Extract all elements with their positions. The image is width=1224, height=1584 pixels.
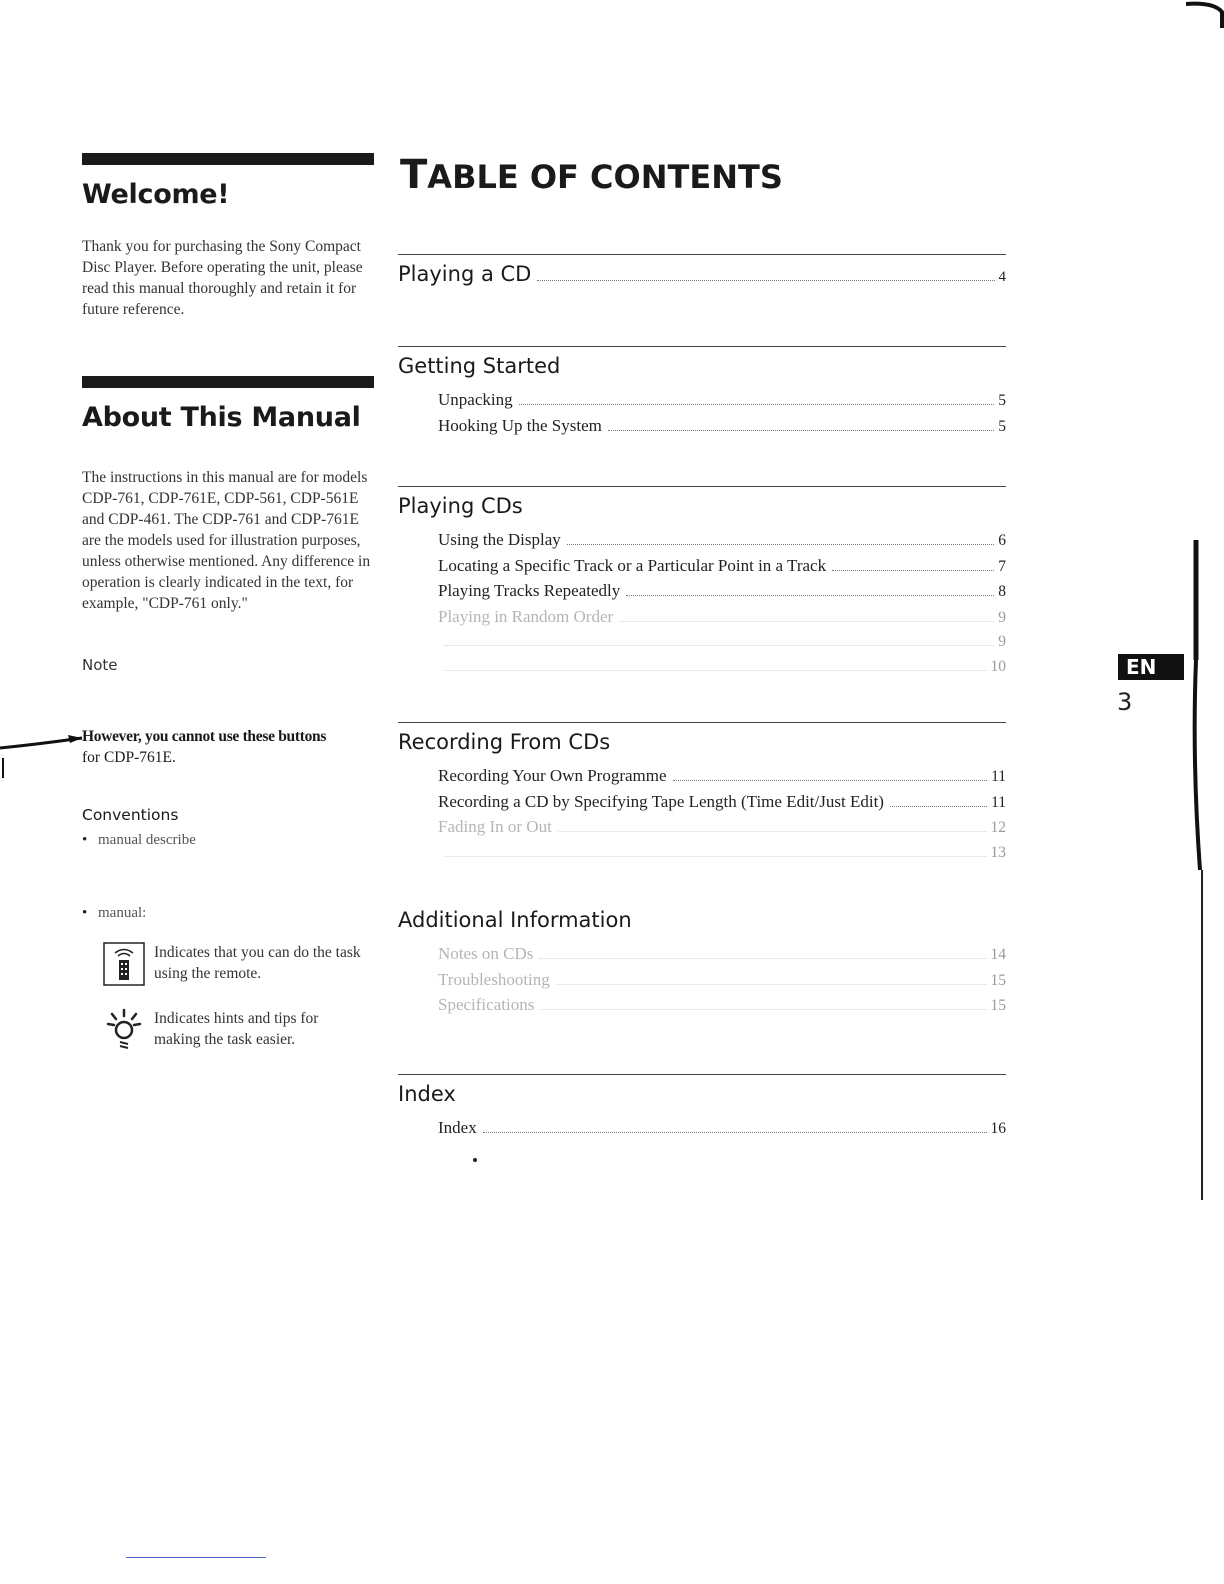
entry-title: Specifications [438, 995, 535, 1014]
entry-title: Unpacking [438, 390, 513, 409]
page-number-footer: 3 [1117, 688, 1133, 716]
lightbulb-icon [102, 1008, 146, 1052]
section-heading [398, 354, 1006, 378]
toc-entry[interactable] [438, 388, 1006, 414]
section-entries [398, 764, 1006, 865]
welcome-text: Thank you for purchasing the Sony Compact Disc Player. Before operating the unit, please read this manual thoroughly and retain it for future reference. [82, 238, 363, 318]
section-title: Recording From CDs [398, 730, 611, 754]
heading-bar [82, 376, 374, 388]
section-heading [398, 494, 1006, 518]
scan-corner-mark [1184, 0, 1224, 30]
toc-entry[interactable] [438, 942, 1006, 968]
section-rule [398, 254, 1006, 255]
list-item: • manual: [82, 903, 374, 924]
dot-leader [519, 404, 995, 405]
section-heading[interactable] [398, 262, 1006, 286]
dot-leader [444, 670, 987, 671]
entry-title: Recording a CD by Specifying Tape Length (Time Edit/Just Edit) [438, 791, 884, 811]
toc-entry[interactable] [438, 579, 1006, 605]
dot-leader [619, 621, 994, 622]
page-number: 5 [998, 417, 1006, 435]
page-number: 8 [998, 583, 1006, 600]
section-heading [398, 908, 1006, 932]
dot-leader [673, 780, 988, 781]
page-number: 5 [998, 392, 1006, 409]
toc-entry[interactable] [438, 554, 1006, 580]
page-number: 15 [990, 997, 1006, 1014]
page-number: 12 [990, 819, 1006, 836]
page-number: 10 [990, 657, 1006, 675]
legend-remote-text: Indicates that you can do the task using the remote. [154, 944, 361, 982]
toc-section-recording-from-cds [398, 722, 1006, 865]
page-number: 9 [998, 608, 1006, 626]
entry-title: Troubleshooting [438, 969, 550, 989]
section-title: Playing CDs [398, 494, 523, 518]
toc-entry[interactable] [438, 968, 1006, 994]
section-heading [398, 1082, 1006, 1106]
entry-title: Using the Display [438, 530, 561, 549]
dot-leader [626, 595, 994, 596]
entry-title: Playing in Random Order [438, 606, 614, 626]
dot-leader [556, 984, 987, 985]
page-number: 16 [990, 1120, 1006, 1137]
conventions-title: Conventions [82, 806, 179, 824]
note-bold-text: However, you cannot use these buttons [82, 728, 327, 745]
toc-entry[interactable] [438, 630, 1006, 655]
dot-leader [444, 856, 987, 857]
section-title: Playing a CD [398, 262, 532, 286]
section-rule [398, 486, 1006, 487]
section-entries [398, 942, 1006, 1019]
page-number: 13 [990, 843, 1006, 861]
page-number: 15 [990, 971, 1006, 989]
toc-section-playing-a-cd [398, 254, 1006, 286]
toc-entry[interactable] [438, 841, 1006, 866]
entry-title: Recording Your Own Programme [438, 766, 667, 785]
dot-leader [539, 958, 986, 959]
entry-title: Notes on CDs [438, 944, 534, 963]
section-rule [398, 1074, 1006, 1075]
note-tail-text: for CDP-761E. [82, 749, 176, 766]
page-number: 7 [998, 557, 1006, 575]
scan-edge-mark [1180, 540, 1210, 1340]
toc-entry[interactable] [438, 790, 1006, 816]
section-title: Additional Information [398, 908, 632, 932]
toc-entry[interactable] [438, 1116, 1006, 1142]
entry-title: Fading In or Out [438, 817, 552, 836]
toc-section-playing-cds [398, 486, 1006, 679]
scan-pointer-mark [0, 726, 90, 786]
note-text [82, 726, 374, 768]
language-tab: EN [1118, 654, 1184, 680]
toc-entry[interactable] [438, 528, 1006, 554]
about-heading: About This Manual [82, 402, 361, 433]
conventions-list [82, 830, 374, 924]
dot-leader [608, 430, 994, 431]
dot-leader [537, 280, 994, 281]
dot-leader [483, 1132, 987, 1133]
dot-leader [567, 544, 994, 545]
entry-title: Index [438, 1118, 477, 1137]
welcome-heading: Welcome! [82, 179, 230, 210]
dot-leader [444, 645, 994, 646]
dot-leader [832, 570, 994, 571]
section-heading [398, 730, 1006, 754]
about-text: The instructions in this manual are for models CDP-761, CDP-761E, CDP-561, CDP-561E and CDP-461. The CDP-761 and CDP-761E are the models used for illustration purposes, unless otherwise mentioned. Any difference in operation is clearly indicated in the text, for example, "CDP-761 only." [82, 469, 371, 612]
toc-title [400, 152, 783, 198]
scan-bottom-line [126, 1557, 266, 1558]
entry-title: Hooking Up the System [438, 415, 602, 435]
toc-section-index [398, 1074, 1006, 1142]
legend-hint [82, 1008, 374, 1052]
toc-entry[interactable] [438, 764, 1006, 790]
toc-entry[interactable] [438, 414, 1006, 440]
section-entries [398, 1116, 1006, 1142]
remote-control-icon [102, 942, 146, 986]
toc-entry[interactable] [438, 655, 1006, 680]
section-title: Index [398, 1082, 456, 1106]
entry-title: Locating a Specific Track or a Particular Point in a Track [438, 555, 827, 575]
left-column [82, 153, 374, 1052]
section-entries [398, 528, 1006, 679]
section-title: Getting Started [398, 354, 561, 378]
toc-section-getting-started [398, 346, 1006, 439]
toc-section-additional-information [398, 908, 1006, 1019]
page-number: 9 [998, 633, 1006, 650]
note-label: Note [82, 656, 118, 674]
toc-title-cap: T [400, 152, 428, 198]
dot-leader [890, 806, 987, 807]
list-item: • manual describe [82, 830, 374, 851]
page-number: 11 [991, 793, 1006, 811]
scan-dot [473, 1158, 477, 1162]
section-rule [398, 346, 1006, 347]
dot-leader [558, 831, 987, 832]
toc-entry[interactable] [438, 605, 1006, 631]
toc-entry[interactable] [438, 815, 1006, 841]
page-number: 4 [998, 269, 1006, 285]
legend-hint-text: Indicates hints and tips for making the task easier. [154, 1010, 319, 1048]
dot-leader [540, 1009, 986, 1010]
page-number: 11 [991, 768, 1006, 785]
entry-title: Playing Tracks Repeatedly [438, 581, 621, 600]
toc-entry[interactable] [438, 993, 1006, 1019]
section-rule [398, 722, 1006, 723]
page-number: 14 [990, 946, 1006, 963]
toc-title-rest: ABLE OF CONTENTS [427, 158, 783, 196]
section-entries [398, 388, 1006, 439]
legend-remote [82, 942, 374, 986]
page-number: 6 [998, 532, 1006, 549]
heading-bar [82, 153, 374, 165]
